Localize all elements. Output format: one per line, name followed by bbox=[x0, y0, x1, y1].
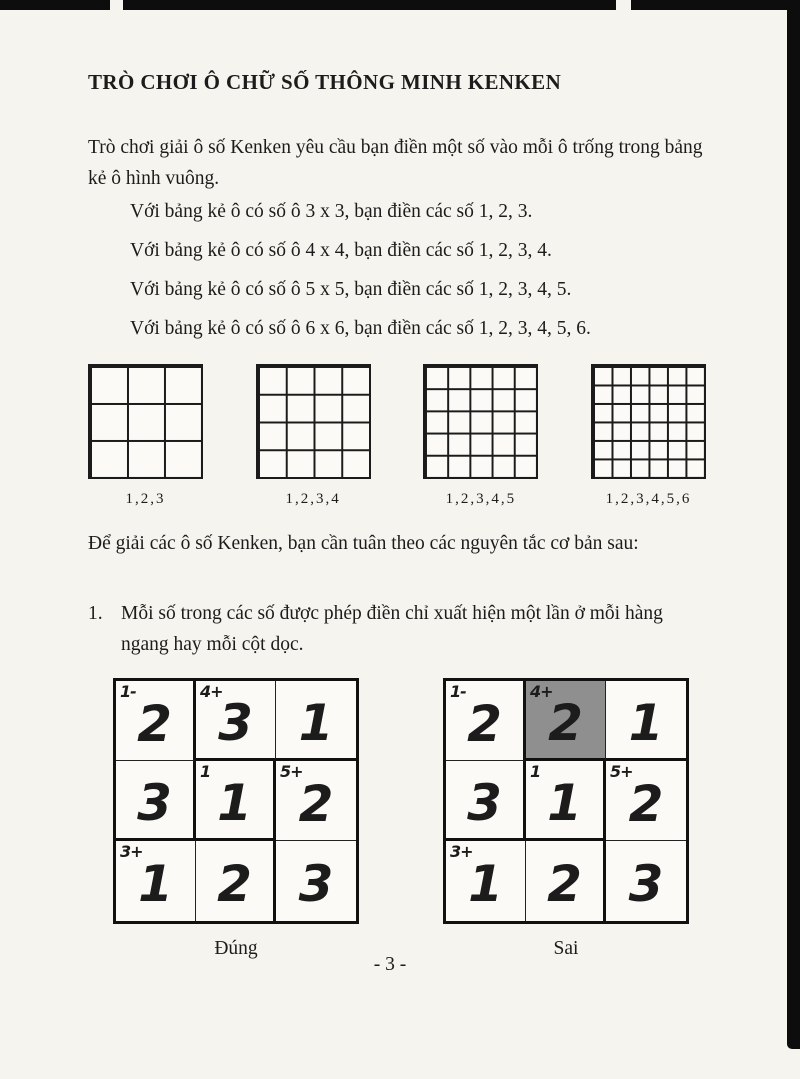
cell-value: 2 bbox=[548, 693, 583, 752]
grid-label: 1,2,3,4,5 bbox=[445, 491, 517, 507]
grid-label: 1,2,3,4 bbox=[285, 491, 341, 507]
caption-correct: Đúng bbox=[214, 938, 258, 959]
cage-label: 4+ bbox=[200, 682, 223, 701]
kenken-cell bbox=[196, 841, 276, 921]
cell-value: 1 bbox=[468, 855, 503, 913]
kenken-cell bbox=[446, 761, 526, 841]
grid-column-5x5 bbox=[423, 364, 538, 508]
cell-value: 3 bbox=[298, 855, 334, 913]
cage-label: 5+ bbox=[280, 762, 303, 781]
kenken-example-correct bbox=[113, 678, 359, 924]
cage-label: 3+ bbox=[450, 842, 473, 861]
cell-value: 2 bbox=[298, 774, 334, 833]
cell-value: 3 bbox=[628, 855, 664, 913]
cell-value: 1 bbox=[547, 773, 582, 832]
cell-value: 2 bbox=[137, 694, 172, 753]
cage-label: 1- bbox=[450, 682, 466, 701]
rule-number: 1. bbox=[88, 603, 103, 624]
kenken-cell bbox=[526, 761, 606, 841]
empty-grid-5x5 bbox=[423, 364, 538, 479]
grid-label: 1,2,3 bbox=[125, 491, 166, 507]
empty-grid-6x6 bbox=[591, 364, 706, 479]
kenken-cell bbox=[116, 761, 196, 841]
cell-value: 1 bbox=[138, 855, 173, 913]
size-rules-list bbox=[130, 196, 591, 352]
cage-label: 3+ bbox=[120, 842, 143, 861]
kenken-cell bbox=[606, 681, 686, 761]
grid-label: 1,2,3,4,5,6 bbox=[605, 491, 692, 507]
scan-artifact-gap bbox=[110, 0, 123, 10]
scan-artifact-right-bar bbox=[787, 0, 800, 1049]
rule-item-1 bbox=[88, 598, 713, 660]
grid-column-6x6 bbox=[591, 364, 706, 508]
cell-value: 2 bbox=[628, 774, 664, 833]
cage-label: 5+ bbox=[610, 762, 633, 781]
rule-text: Mỗi số trong các số được phép điền chỉ xuất hiện một lần ở mỗi hàng ngang hay mỗi cột dọc. bbox=[121, 603, 663, 655]
empty-grid-3x3 bbox=[88, 364, 203, 479]
intro-paragraph: Trò chơi giải ô số Kenken yêu cầu bạn điền một số vào mỗi ô trống trong bảng kẻ ô hình vuông. bbox=[88, 137, 703, 189]
kenken-example-wrong bbox=[443, 678, 689, 924]
size-rule-3x3: Với bảng kẻ ô có số ô 3 x 3, bạn điền các số 1, 2, 3. bbox=[130, 201, 533, 222]
empty-grid-4x4 bbox=[256, 364, 371, 479]
rules-intro-paragraph: Để giải các ô số Kenken, bạn cần tuân theo các nguyên tắc cơ bản sau: bbox=[88, 533, 639, 554]
cell-value: 2 bbox=[547, 855, 582, 913]
page-number: - 3 - bbox=[373, 954, 407, 975]
kenken-cell-error-shaded bbox=[526, 681, 606, 761]
cell-value: 2 bbox=[217, 855, 252, 913]
cell-value: 1 bbox=[217, 773, 252, 832]
kenken-cell bbox=[446, 841, 526, 921]
cage-label: 1 bbox=[200, 762, 211, 781]
scan-artifact-gap bbox=[616, 0, 631, 10]
size-rule-6x6: Với bảng kẻ ô có số ô 6 x 6, bạn điền các số 1, 2, 3, 4, 5, 6. bbox=[130, 318, 591, 339]
size-rule-4x4: Với bảng kẻ ô có số ô 4 x 4, bạn điền các số 1, 2, 3, 4. bbox=[130, 240, 552, 261]
kenken-cell bbox=[276, 681, 356, 761]
cell-value: 3 bbox=[218, 693, 253, 752]
cell-value: 1 bbox=[298, 693, 334, 752]
sample-grids-row bbox=[88, 364, 706, 508]
size-rule-5x5: Với bảng kẻ ô có số ô 5 x 5, bạn điền các số 1, 2, 3, 4, 5. bbox=[130, 279, 572, 300]
kenken-cell bbox=[606, 761, 686, 841]
grid-column-3x3 bbox=[88, 364, 203, 508]
cage-label: 1- bbox=[120, 682, 136, 701]
cell-value: 3 bbox=[137, 773, 172, 832]
grid-column-4x4 bbox=[256, 364, 371, 508]
cell-value: 3 bbox=[467, 773, 502, 832]
page-title: TRÒ CHƠI Ô CHỮ SỐ THÔNG MINH KENKEN bbox=[88, 70, 562, 94]
kenken-cell bbox=[446, 681, 526, 761]
kenken-cell bbox=[606, 841, 686, 921]
kenken-cell bbox=[116, 681, 196, 761]
kenken-cell bbox=[116, 841, 196, 921]
caption-wrong: Sai bbox=[553, 938, 579, 959]
cell-value: 1 bbox=[628, 693, 664, 752]
cage-label: 4+ bbox=[530, 682, 553, 701]
cage-label: 1 bbox=[530, 762, 541, 781]
kenken-cell bbox=[276, 761, 356, 841]
kenken-cell bbox=[196, 761, 276, 841]
kenken-cell bbox=[526, 841, 606, 921]
kenken-cell bbox=[276, 841, 356, 921]
kenken-cell bbox=[196, 681, 276, 761]
cell-value: 2 bbox=[467, 694, 502, 753]
